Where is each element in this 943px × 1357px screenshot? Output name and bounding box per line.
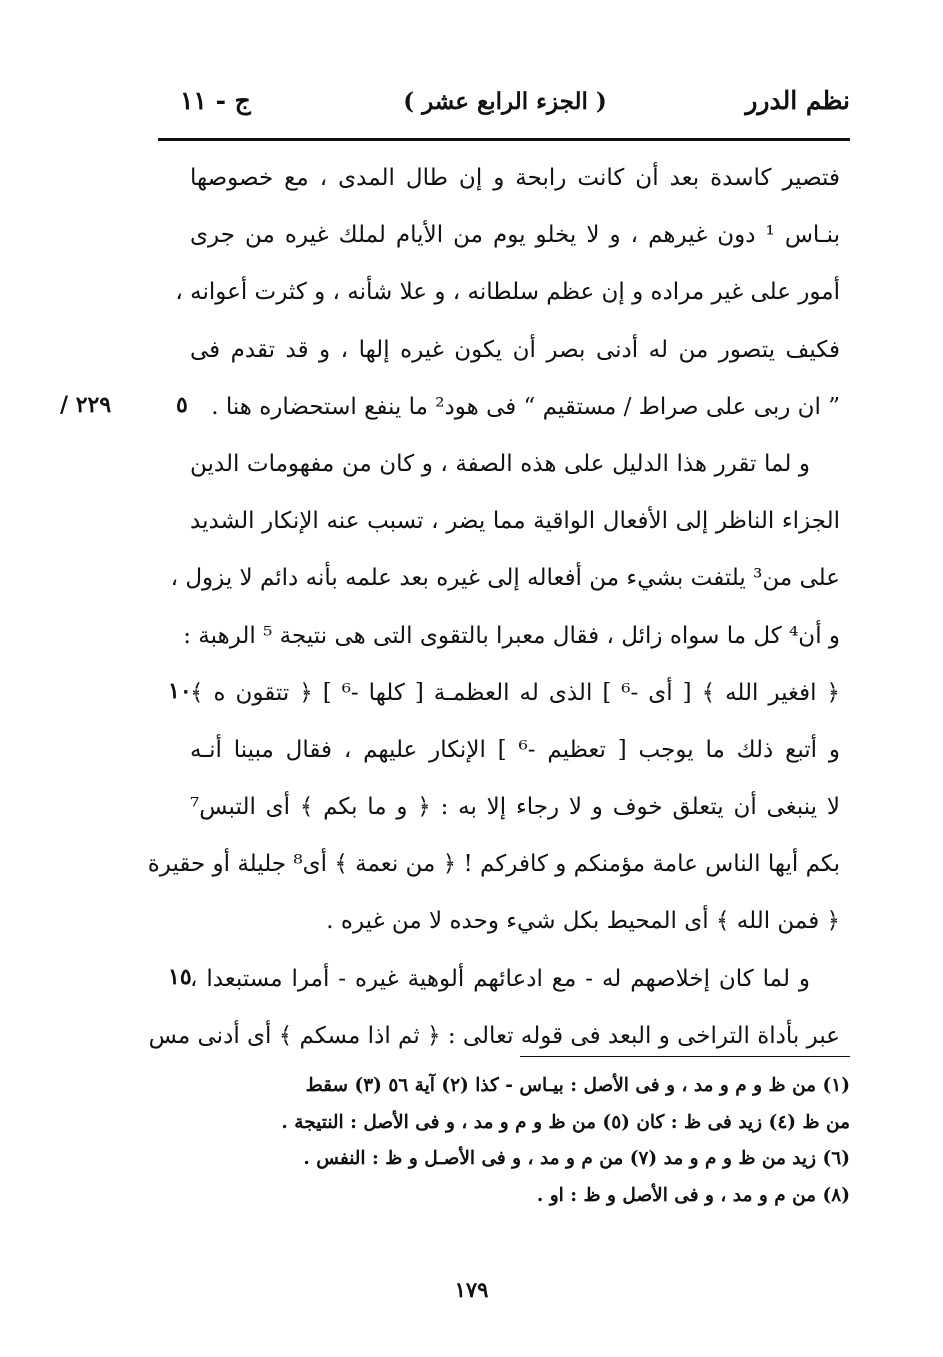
header-rule [158, 138, 850, 141]
text-line: عبر بأداة التراخى و البعد فى قوله تعالى : ﴿ ثم اذا مسكم ﴾ أى أدنى مس [148, 1022, 840, 1049]
text-line: ﴿ فمن الله ﴾ أى المحيط بكل شيء وحده لا من غيره . [326, 908, 840, 935]
footnote-rule [520, 1056, 850, 1057]
text-line: و أتبع ذلك ما يوجب [ تعظيم -⁶ ] الإنكار عليهم ، فقال مبينا أنـه [190, 736, 841, 763]
text-line: و أن⁴ كل ما سواه زائل ، فقال معبرا بالتقوى التى هى نتيجة ⁵ الرهبة : [183, 622, 840, 649]
text-line: لا ينبغى أن يتعلق خوف و لا رجاء إلا به : ﴿ و ما بكم ﴾ أى التبس⁷ [190, 794, 840, 821]
line-number-10: ١٠ [168, 678, 192, 704]
line-number-5: ٥ [176, 392, 188, 418]
text-line: فتصير كاسدة بعد أن كانت رابحة و إن طال المدى ، مع خصوصها [190, 165, 840, 191]
running-header [160, 82, 850, 130]
text-line: على من³ يلتفت بشيء من أفعاله إلى غيره بعد علمه بأنه دائم لا يزول ، [170, 565, 840, 592]
footnote-line: (٨) من م و مد ، و فى الأصل و ظ : او . [536, 1184, 850, 1206]
text-line: فكيف يتصور من له أدنى بصر أن يكون غيره إلها ، و قد تقدم فى [190, 336, 840, 363]
text-line: ” ان ربى على صراط / مستقيم “ فى هود² ما ينفع استحضاره هنا . [211, 393, 840, 420]
text-line: ﴿ افغير الله ﴾ [ أى -⁶ ] الذى له العظمـة [ كلها -⁶ ] ﴿ تتقون ه ﴾ [190, 679, 840, 706]
footnote-line: (٦) زيد من ظ و م و مد (٧) من م و مد ، و فى الأصـل و ظ : النفس . [303, 1148, 850, 1169]
folio-marker: ٢٢٩ / [60, 392, 112, 418]
book-title: نظم الدرر [745, 86, 850, 115]
footnotes [195, 1068, 850, 1214]
part-title: ( الجزء الرابع عشر ) [403, 88, 607, 115]
page-number: ١٧٩ [454, 1277, 489, 1302]
line-number-15: ١٥ [168, 964, 192, 990]
text-line: بنـاس ¹ دون غيرهم ، و لا يخلو يوم من الأيام لملك غيره من جرى [190, 222, 840, 249]
text-line: بكم أيها الناس عامة مؤمنكم و كافركم ! ﴿ من نعمة ﴾ أى⁸ جليلة أو حقيرة [147, 851, 840, 878]
text-line: و لما تقرر هذا الدليل على هذه الصفة ، و كان من مفهومات الدين [190, 450, 810, 477]
footnote-line: من ظ (٤) زيد فى ظ : كان (٥) من ظ و م و مد ، و فى الأصل : النتيجة . [281, 1111, 850, 1133]
text-line: و لما كان إخلاصهم له - مع ادعائهم ألوهية غيره - أمرا مستبعدا ، [190, 965, 810, 992]
text-line: أمور على غير مراده و إن عظم سلطانه ، و علا شأنه ، و كثرت أعوانه ، [175, 279, 840, 306]
volume-number: ج - ١١ [180, 86, 251, 115]
text-line: الجزاء الناظر إلى الأفعال الواقية مما يضر ، تسبب عنه الإنكار الشديد [190, 508, 840, 535]
footnote-line: (١) من ظ و م و مد ، و فى الأصل : بيـاس - كذا (٢) آية ٥٦ (٣) سقط [305, 1075, 850, 1096]
